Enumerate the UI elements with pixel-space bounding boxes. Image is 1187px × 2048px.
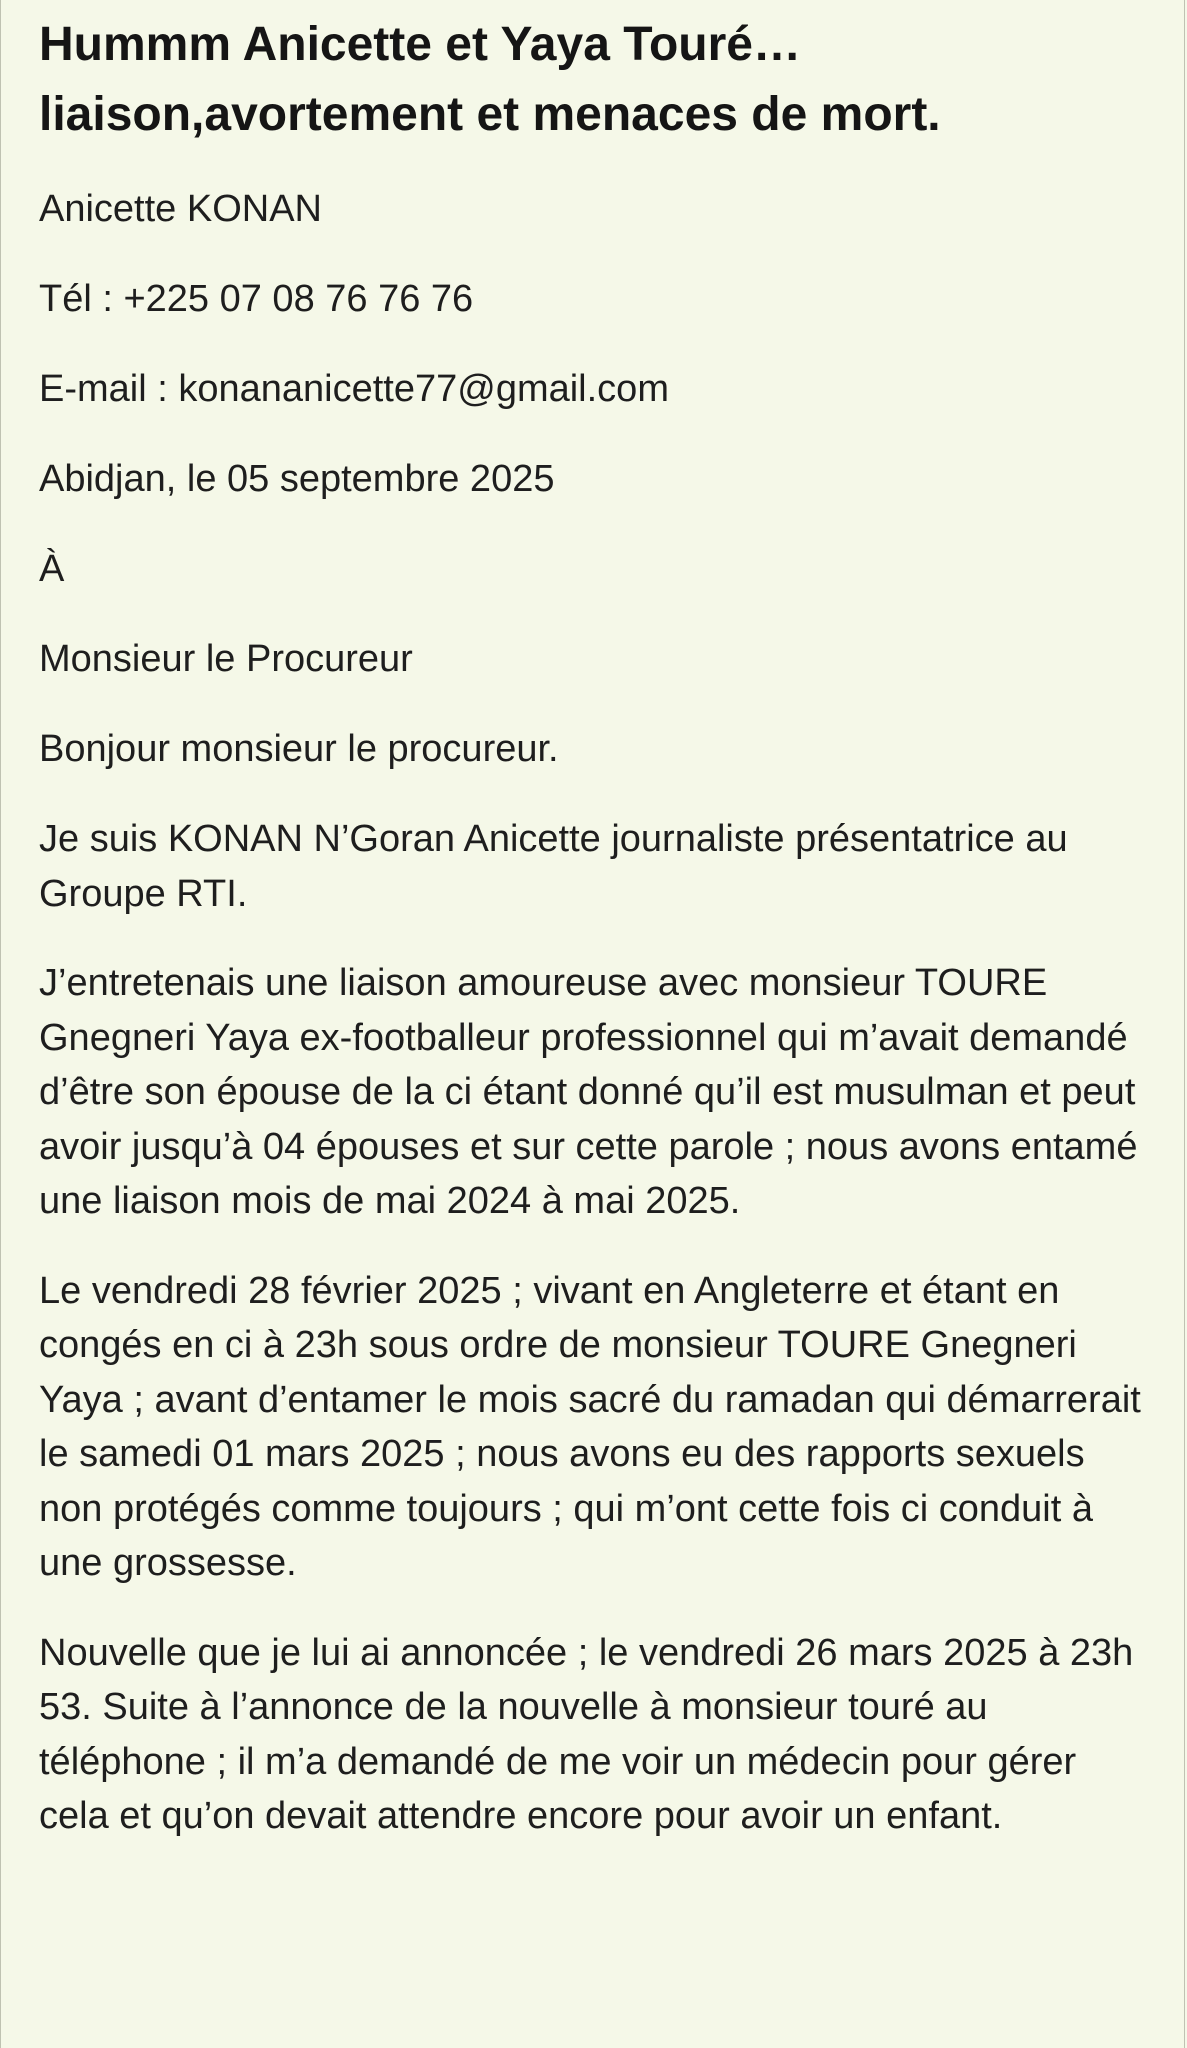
greeting: Bonjour monsieur le procureur. <box>39 728 559 770</box>
body-paragraph-relationship: J’entretenais une liaison amoureuse avec monsieur TOURE Gnegneri Yaya ex-footballeur professionnel qui m’avait demandé d’être son épouse de la ci étant donné qu’il est musulman et peut avoir jusqu’à 04 épouses et sur cette parole ; nous avons entamé une liaison mois de mai 2024 à mai 2025. <box>39 962 1138 1222</box>
sender-email: E-mail : konananicette77@gmail.com <box>39 368 669 410</box>
document-title: Hummm Anicette et Yaya Touré…liaison,avortement et menaces de mort. <box>39 18 941 141</box>
addressee-prefix: À <box>39 548 65 590</box>
sender-name: Anicette KONAN <box>39 188 322 230</box>
recipient: Monsieur le Procureur <box>39 638 413 680</box>
sender-phone: Tél : +225 07 08 76 76 76 <box>39 278 474 320</box>
place-date: Abidjan, le 05 septembre 2025 <box>39 458 555 500</box>
body-paragraph-pregnancy: Le vendredi 28 février 2025 ; vivant en Angleterre et étant en congés en ci à 23h sous ordre de monsieur TOURE Gnegneri Yaya ; avant d’entamer le mois sacré du ramadan qui démarrerait le samedi 01 mars 2025 ; nous avons eu des rapports sexuels non protégés comme toujours ; qui m’ont cette fois ci conduit à une grossesse. <box>39 1269 1141 1584</box>
body-paragraph-intro: Je suis KONAN N’Goran Anicette journaliste présentatrice au Groupe RTI. <box>39 818 1068 915</box>
body-paragraph-announcement: Nouvelle que je lui ai annoncée ; le vendredi 26 mars 2025 à 23h 53. Suite à l’annonce de la nouvelle à monsieur touré au téléphone ; il m’a demandé de me voir un médecin pour gérer cela et qu’on devait attendre encore pour avoir un enfant. <box>39 1631 1134 1837</box>
